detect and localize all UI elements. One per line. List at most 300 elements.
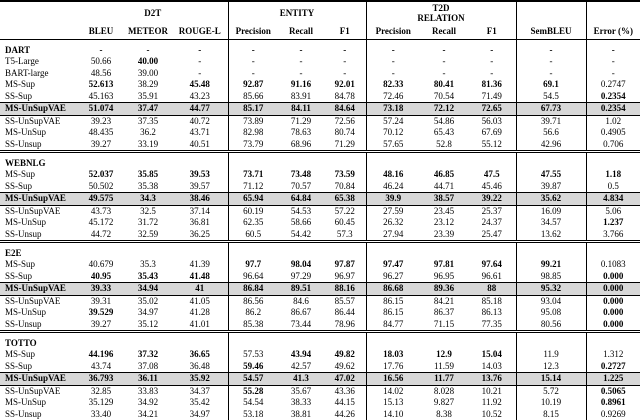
- table-row: [0, 205, 640, 217]
- value-cell: 41.48: [172, 271, 228, 283]
- value-cell: 97.29: [278, 271, 324, 283]
- group-sembleu-blank: [516, 1, 586, 24]
- value-cell: -: [516, 40, 586, 57]
- value-cell: 0.1083: [586, 259, 640, 271]
- value-cell: [516, 242, 586, 260]
- value-cell: 54.57: [228, 373, 278, 386]
- value-cell: 57.65: [366, 139, 420, 152]
- value-cell: 86.15: [366, 295, 420, 307]
- model-cell: TOTTO: [0, 332, 78, 350]
- value-cell: 73.44: [278, 319, 324, 332]
- section-row: [0, 152, 640, 170]
- value-cell: 18.03: [366, 349, 420, 361]
- value-cell: 23.39: [420, 229, 468, 242]
- value-cell: 96.27: [366, 271, 420, 283]
- value-cell: 73.89: [228, 115, 278, 127]
- table-row: [0, 385, 640, 397]
- value-cell: 95.32: [516, 283, 586, 296]
- value-cell: 44.77: [172, 103, 228, 116]
- value-cell: 47.5: [468, 169, 516, 181]
- value-cell: 72.56: [324, 115, 366, 127]
- col-error: Error (%): [586, 24, 640, 40]
- value-cell: [278, 242, 324, 260]
- value-cell: 84.21: [420, 295, 468, 307]
- value-cell: 43.71: [172, 127, 228, 139]
- value-cell: 70.57: [278, 181, 324, 193]
- value-cell: 93.04: [516, 295, 586, 307]
- value-cell: 15.14: [516, 373, 586, 386]
- value-cell: 39.27: [78, 319, 124, 332]
- value-cell: 58.66: [278, 217, 324, 229]
- value-cell: 35.43: [124, 271, 172, 283]
- value-cell: 33.40: [78, 409, 124, 420]
- value-cell: 64.84: [278, 193, 324, 206]
- value-cell: 39.53: [172, 169, 228, 181]
- value-cell: 55.12: [468, 139, 516, 152]
- value-cell: 39.71: [516, 115, 586, 127]
- model-cell: MS-UnSup: [0, 397, 78, 409]
- value-cell: 83.91: [278, 91, 324, 103]
- value-cell: 60.45: [324, 217, 366, 229]
- value-cell: 91.16: [278, 79, 324, 91]
- value-cell: [324, 152, 366, 170]
- value-cell: 55.28: [228, 385, 278, 397]
- value-cell: 27.94: [366, 229, 420, 242]
- value-cell: 1.18: [586, 169, 640, 181]
- model-cell: MS-Sup: [0, 259, 78, 271]
- model-cell: MS-UnSup: [0, 307, 78, 319]
- value-cell: 47.55: [516, 169, 586, 181]
- model-cell: SS-UnSupVAE: [0, 205, 78, 217]
- value-cell: 44.71: [420, 181, 468, 193]
- value-cell: 3.766: [586, 229, 640, 242]
- value-cell: 53.18: [228, 409, 278, 420]
- value-cell: 10.19: [516, 397, 586, 409]
- value-cell: 82.33: [366, 79, 420, 91]
- value-cell: [172, 332, 228, 350]
- table-row: [0, 79, 640, 91]
- value-cell: 48.56: [78, 68, 124, 80]
- value-cell: 50.66: [78, 56, 124, 68]
- value-cell: 49.62: [324, 361, 366, 373]
- value-cell: -: [324, 56, 366, 68]
- value-cell: [172, 152, 228, 170]
- value-cell: 40.51: [172, 139, 228, 152]
- value-cell: 34.57: [516, 217, 586, 229]
- value-cell: 97.64: [468, 259, 516, 271]
- value-cell: 37.47: [124, 103, 172, 116]
- value-cell: -: [324, 40, 366, 57]
- value-cell: 97.7: [228, 259, 278, 271]
- value-cell: 46.85: [420, 169, 468, 181]
- model-cell: DART: [0, 40, 78, 57]
- value-cell: 38.57: [420, 193, 468, 206]
- value-cell: 65.38: [324, 193, 366, 206]
- value-cell: [78, 332, 124, 350]
- value-cell: 36.25: [172, 229, 228, 242]
- value-cell: 67.69: [468, 127, 516, 139]
- value-cell: [420, 152, 468, 170]
- value-cell: 56.03: [468, 115, 516, 127]
- value-cell: -: [172, 40, 228, 57]
- value-cell: 33.83: [124, 385, 172, 397]
- value-cell: [228, 152, 278, 170]
- col-sembleu: SemBLEU: [516, 24, 586, 40]
- value-cell: 15.13: [366, 397, 420, 409]
- value-cell: 12.9: [420, 349, 468, 361]
- model-cell: SS-Sup: [0, 181, 78, 193]
- value-cell: 82.98: [228, 127, 278, 139]
- value-cell: 4.834: [586, 193, 640, 206]
- value-cell: 9.827: [420, 397, 468, 409]
- value-cell: -: [278, 40, 324, 57]
- value-cell: 85.17: [228, 103, 278, 116]
- value-cell: 39.31: [78, 295, 124, 307]
- value-cell: 57.22: [324, 205, 366, 217]
- value-cell: 42.57: [278, 361, 324, 373]
- value-cell: 16.56: [366, 373, 420, 386]
- value-cell: 88: [468, 283, 516, 296]
- value-cell: 44.72: [78, 229, 124, 242]
- value-cell: 72.65: [468, 103, 516, 116]
- value-cell: 15.04: [468, 349, 516, 361]
- table-row: [0, 397, 640, 409]
- value-cell: 32.5: [124, 205, 172, 217]
- value-cell: -: [78, 40, 124, 57]
- value-cell: 44.26: [324, 409, 366, 420]
- value-cell: 54.86: [420, 115, 468, 127]
- table-row: [0, 349, 640, 361]
- value-cell: 59.46: [228, 361, 278, 373]
- value-cell: 14.02: [366, 385, 420, 397]
- table-row: [0, 361, 640, 373]
- value-cell: 72.12: [420, 103, 468, 116]
- table-row: [0, 409, 640, 420]
- value-cell: 36.48: [172, 361, 228, 373]
- value-cell: 33.19: [124, 139, 172, 152]
- value-cell: 13.76: [468, 373, 516, 386]
- value-cell: 45.46: [468, 181, 516, 193]
- value-cell: 50.502: [78, 181, 124, 193]
- value-cell: -: [586, 68, 640, 80]
- value-cell: 34.21: [124, 409, 172, 420]
- value-cell: 0.5065: [586, 385, 640, 397]
- value-cell: 31.72: [124, 217, 172, 229]
- value-cell: 11.59: [420, 361, 468, 373]
- col-entity-recall: Recall: [278, 24, 324, 40]
- value-cell: 85.66: [228, 91, 278, 103]
- value-cell: 67.73: [516, 103, 586, 116]
- group-t2d-relation-text: T2D RELATION: [417, 3, 464, 23]
- value-cell: 8.38: [420, 409, 468, 420]
- value-cell: 0.2354: [586, 91, 640, 103]
- model-cell: SS-Unsup: [0, 229, 78, 242]
- value-cell: -: [586, 56, 640, 68]
- value-cell: 85.38: [228, 319, 278, 332]
- value-cell: 57.53: [228, 349, 278, 361]
- col-bleu: BLEU: [78, 24, 124, 40]
- value-cell: 96.95: [420, 271, 468, 283]
- value-cell: 0.000: [586, 307, 640, 319]
- value-cell: [324, 332, 366, 350]
- value-cell: 35.92: [172, 373, 228, 386]
- value-cell: 73.79: [228, 139, 278, 152]
- value-cell: 39.23: [78, 115, 124, 127]
- value-cell: 36.2: [124, 127, 172, 139]
- value-cell: 84.11: [278, 103, 324, 116]
- model-cell: SS-Unsup: [0, 319, 78, 332]
- model-header-blank: [0, 1, 78, 24]
- value-cell: 0.2727: [586, 361, 640, 373]
- column-header-row: [0, 24, 640, 40]
- value-cell: [78, 242, 124, 260]
- value-cell: 8.028: [420, 385, 468, 397]
- value-cell: 54.54: [228, 397, 278, 409]
- section-row: [0, 40, 640, 57]
- value-cell: -: [516, 68, 586, 80]
- value-cell: 0.000: [586, 271, 640, 283]
- value-cell: 54.42: [278, 229, 324, 242]
- value-cell: 49.575: [78, 193, 124, 206]
- value-cell: [420, 242, 468, 260]
- value-cell: 86.84: [228, 283, 278, 296]
- model-cell: SS-Unsup: [0, 409, 78, 420]
- value-cell: 23.45: [420, 205, 468, 217]
- value-cell: 71.15: [420, 319, 468, 332]
- value-cell: 0.5: [586, 181, 640, 193]
- col-relation-recall: Recall: [420, 24, 468, 40]
- value-cell: 52.613: [78, 79, 124, 91]
- value-cell: 0.000: [586, 283, 640, 296]
- model-cell: MS-Sup: [0, 169, 78, 181]
- value-cell: [124, 242, 172, 260]
- value-cell: 13.62: [516, 229, 586, 242]
- model-cell: WEBNLG: [0, 152, 78, 170]
- col-entity-f1: F1: [324, 24, 366, 40]
- value-cell: 42.96: [516, 139, 586, 152]
- value-cell: [468, 152, 516, 170]
- value-cell: 86.2: [228, 307, 278, 319]
- value-cell: -: [324, 68, 366, 80]
- value-cell: 39.529: [78, 307, 124, 319]
- model-cell: MS-UnSupVAE: [0, 373, 78, 386]
- group-entity: ENTITY: [228, 1, 366, 24]
- table-row: [0, 193, 640, 206]
- model-cell: SS-Sup: [0, 91, 78, 103]
- table-row: [0, 217, 640, 229]
- value-cell: 97.81: [420, 259, 468, 271]
- value-cell: 84.6: [278, 295, 324, 307]
- table-row: [0, 139, 640, 152]
- value-cell: 35.85: [124, 169, 172, 181]
- group-header-row: [0, 1, 640, 24]
- value-cell: [366, 242, 420, 260]
- value-cell: 45.172: [78, 217, 124, 229]
- value-cell: 37.14: [172, 205, 228, 217]
- table-row: [0, 169, 640, 181]
- col-relation-precision: Precision: [366, 24, 420, 40]
- value-cell: 34.37: [172, 385, 228, 397]
- table-row: [0, 181, 640, 193]
- value-cell: [468, 242, 516, 260]
- table-row: [0, 115, 640, 127]
- table-header: [0, 1, 640, 40]
- value-cell: 95.08: [516, 307, 586, 319]
- value-cell: 35.02: [124, 295, 172, 307]
- value-cell: 35.12: [124, 319, 172, 332]
- value-cell: 39.22: [468, 193, 516, 206]
- value-cell: -: [228, 68, 278, 80]
- col-meteor: METEOR: [124, 24, 172, 40]
- value-cell: 43.74: [78, 361, 124, 373]
- value-cell: 44.196: [78, 349, 124, 361]
- table-row: [0, 283, 640, 296]
- value-cell: 73.18: [366, 103, 420, 116]
- table-row: [0, 319, 640, 332]
- section-row: [0, 332, 640, 350]
- value-cell: 34.94: [124, 283, 172, 296]
- value-cell: 43.23: [172, 91, 228, 103]
- value-cell: 34.3: [124, 193, 172, 206]
- value-cell: 65.43: [420, 127, 468, 139]
- value-cell: 36.81: [172, 217, 228, 229]
- value-cell: -: [420, 40, 468, 57]
- value-cell: [172, 242, 228, 260]
- col-rouge-l: ROUGE-L: [172, 24, 228, 40]
- value-cell: 86.13: [468, 307, 516, 319]
- value-cell: 16.09: [516, 205, 586, 217]
- value-cell: -: [124, 40, 172, 57]
- value-cell: -: [228, 40, 278, 57]
- table-row: [0, 68, 640, 80]
- value-cell: 0.2747: [586, 79, 640, 91]
- value-cell: 70.84: [324, 181, 366, 193]
- value-cell: [586, 242, 640, 260]
- value-cell: 40.00: [124, 56, 172, 68]
- value-cell: 34.97: [124, 307, 172, 319]
- value-cell: 39.27: [78, 139, 124, 152]
- value-cell: 70.54: [420, 91, 468, 103]
- value-cell: 0.706: [586, 139, 640, 152]
- value-cell: 85.57: [324, 295, 366, 307]
- value-cell: 35.3: [124, 259, 172, 271]
- value-cell: 45.48: [172, 79, 228, 91]
- value-cell: 80.56: [516, 319, 586, 332]
- col-entity-precision: Precision: [228, 24, 278, 40]
- value-cell: [228, 332, 278, 350]
- value-cell: 23.12: [420, 217, 468, 229]
- value-cell: 41.28: [172, 307, 228, 319]
- value-cell: 89.36: [420, 283, 468, 296]
- value-cell: 71.29: [324, 139, 366, 152]
- model-cell: MS-UnSup: [0, 217, 78, 229]
- value-cell: 73.59: [324, 169, 366, 181]
- model-cell: SS-Sup: [0, 361, 78, 373]
- value-cell: 34.92: [124, 397, 172, 409]
- value-cell: 86.37: [420, 307, 468, 319]
- value-cell: 32.85: [78, 385, 124, 397]
- value-cell: 37.35: [124, 115, 172, 127]
- value-cell: 48.16: [366, 169, 420, 181]
- group-error-blank: [586, 1, 640, 24]
- value-cell: 25.47: [468, 229, 516, 242]
- value-cell: 86.44: [324, 307, 366, 319]
- table-row: [0, 127, 640, 139]
- value-cell: [278, 152, 324, 170]
- value-cell: 36.11: [124, 373, 172, 386]
- group-t2d-relation: [366, 1, 516, 24]
- value-cell: -: [420, 56, 468, 68]
- value-cell: 97.47: [366, 259, 420, 271]
- value-cell: 72.46: [366, 91, 420, 103]
- value-cell: 96.64: [228, 271, 278, 283]
- value-cell: 10.52: [468, 409, 516, 420]
- value-cell: 43.73: [78, 205, 124, 217]
- value-cell: [124, 332, 172, 350]
- value-cell: 32.59: [124, 229, 172, 242]
- value-cell: 44.15: [324, 397, 366, 409]
- model-cell: SS-UnSupVAE: [0, 115, 78, 127]
- model-cell: MS-UnSup: [0, 127, 78, 139]
- value-cell: -: [586, 40, 640, 57]
- value-cell: [420, 332, 468, 350]
- value-cell: 86.68: [366, 283, 420, 296]
- value-cell: 41.01: [172, 319, 228, 332]
- value-cell: 35.62: [516, 193, 586, 206]
- table-row: [0, 56, 640, 68]
- value-cell: 54.53: [278, 205, 324, 217]
- table-row: [0, 373, 640, 386]
- value-cell: 97.87: [324, 259, 366, 271]
- value-cell: 12.3: [516, 361, 586, 373]
- value-cell: 35.91: [124, 91, 172, 103]
- value-cell: 35.38: [124, 181, 172, 193]
- value-cell: 38.29: [124, 79, 172, 91]
- value-cell: 43.94: [278, 349, 324, 361]
- value-cell: 98.04: [278, 259, 324, 271]
- value-cell: 78.63: [278, 127, 324, 139]
- table-row: [0, 271, 640, 283]
- value-cell: 40.72: [172, 115, 228, 127]
- value-cell: 41: [172, 283, 228, 296]
- value-cell: 60.19: [228, 205, 278, 217]
- value-cell: 0.8961: [586, 397, 640, 409]
- model-cell: E2E: [0, 242, 78, 260]
- value-cell: 5.06: [586, 205, 640, 217]
- value-cell: 92.01: [324, 79, 366, 91]
- value-cell: 47.02: [324, 373, 366, 386]
- model-cell: MS-UnSupVAE: [0, 103, 78, 116]
- value-cell: -: [278, 68, 324, 80]
- value-cell: 11.92: [468, 397, 516, 409]
- model-cell: MS-Sup: [0, 349, 78, 361]
- value-cell: 1.237: [586, 217, 640, 229]
- value-cell: 39.9: [366, 193, 420, 206]
- table-row: [0, 259, 640, 271]
- value-cell: 92.87: [228, 79, 278, 91]
- value-cell: 57.24: [366, 115, 420, 127]
- table-row: [0, 307, 640, 319]
- value-cell: 84.64: [324, 103, 366, 116]
- value-cell: 78.96: [324, 319, 366, 332]
- value-cell: 37.08: [124, 361, 172, 373]
- value-cell: 0.4905: [586, 127, 640, 139]
- value-cell: 62.35: [228, 217, 278, 229]
- value-cell: 71.29: [278, 115, 324, 127]
- value-cell: [278, 332, 324, 350]
- table-row: [0, 103, 640, 116]
- value-cell: 73.71: [228, 169, 278, 181]
